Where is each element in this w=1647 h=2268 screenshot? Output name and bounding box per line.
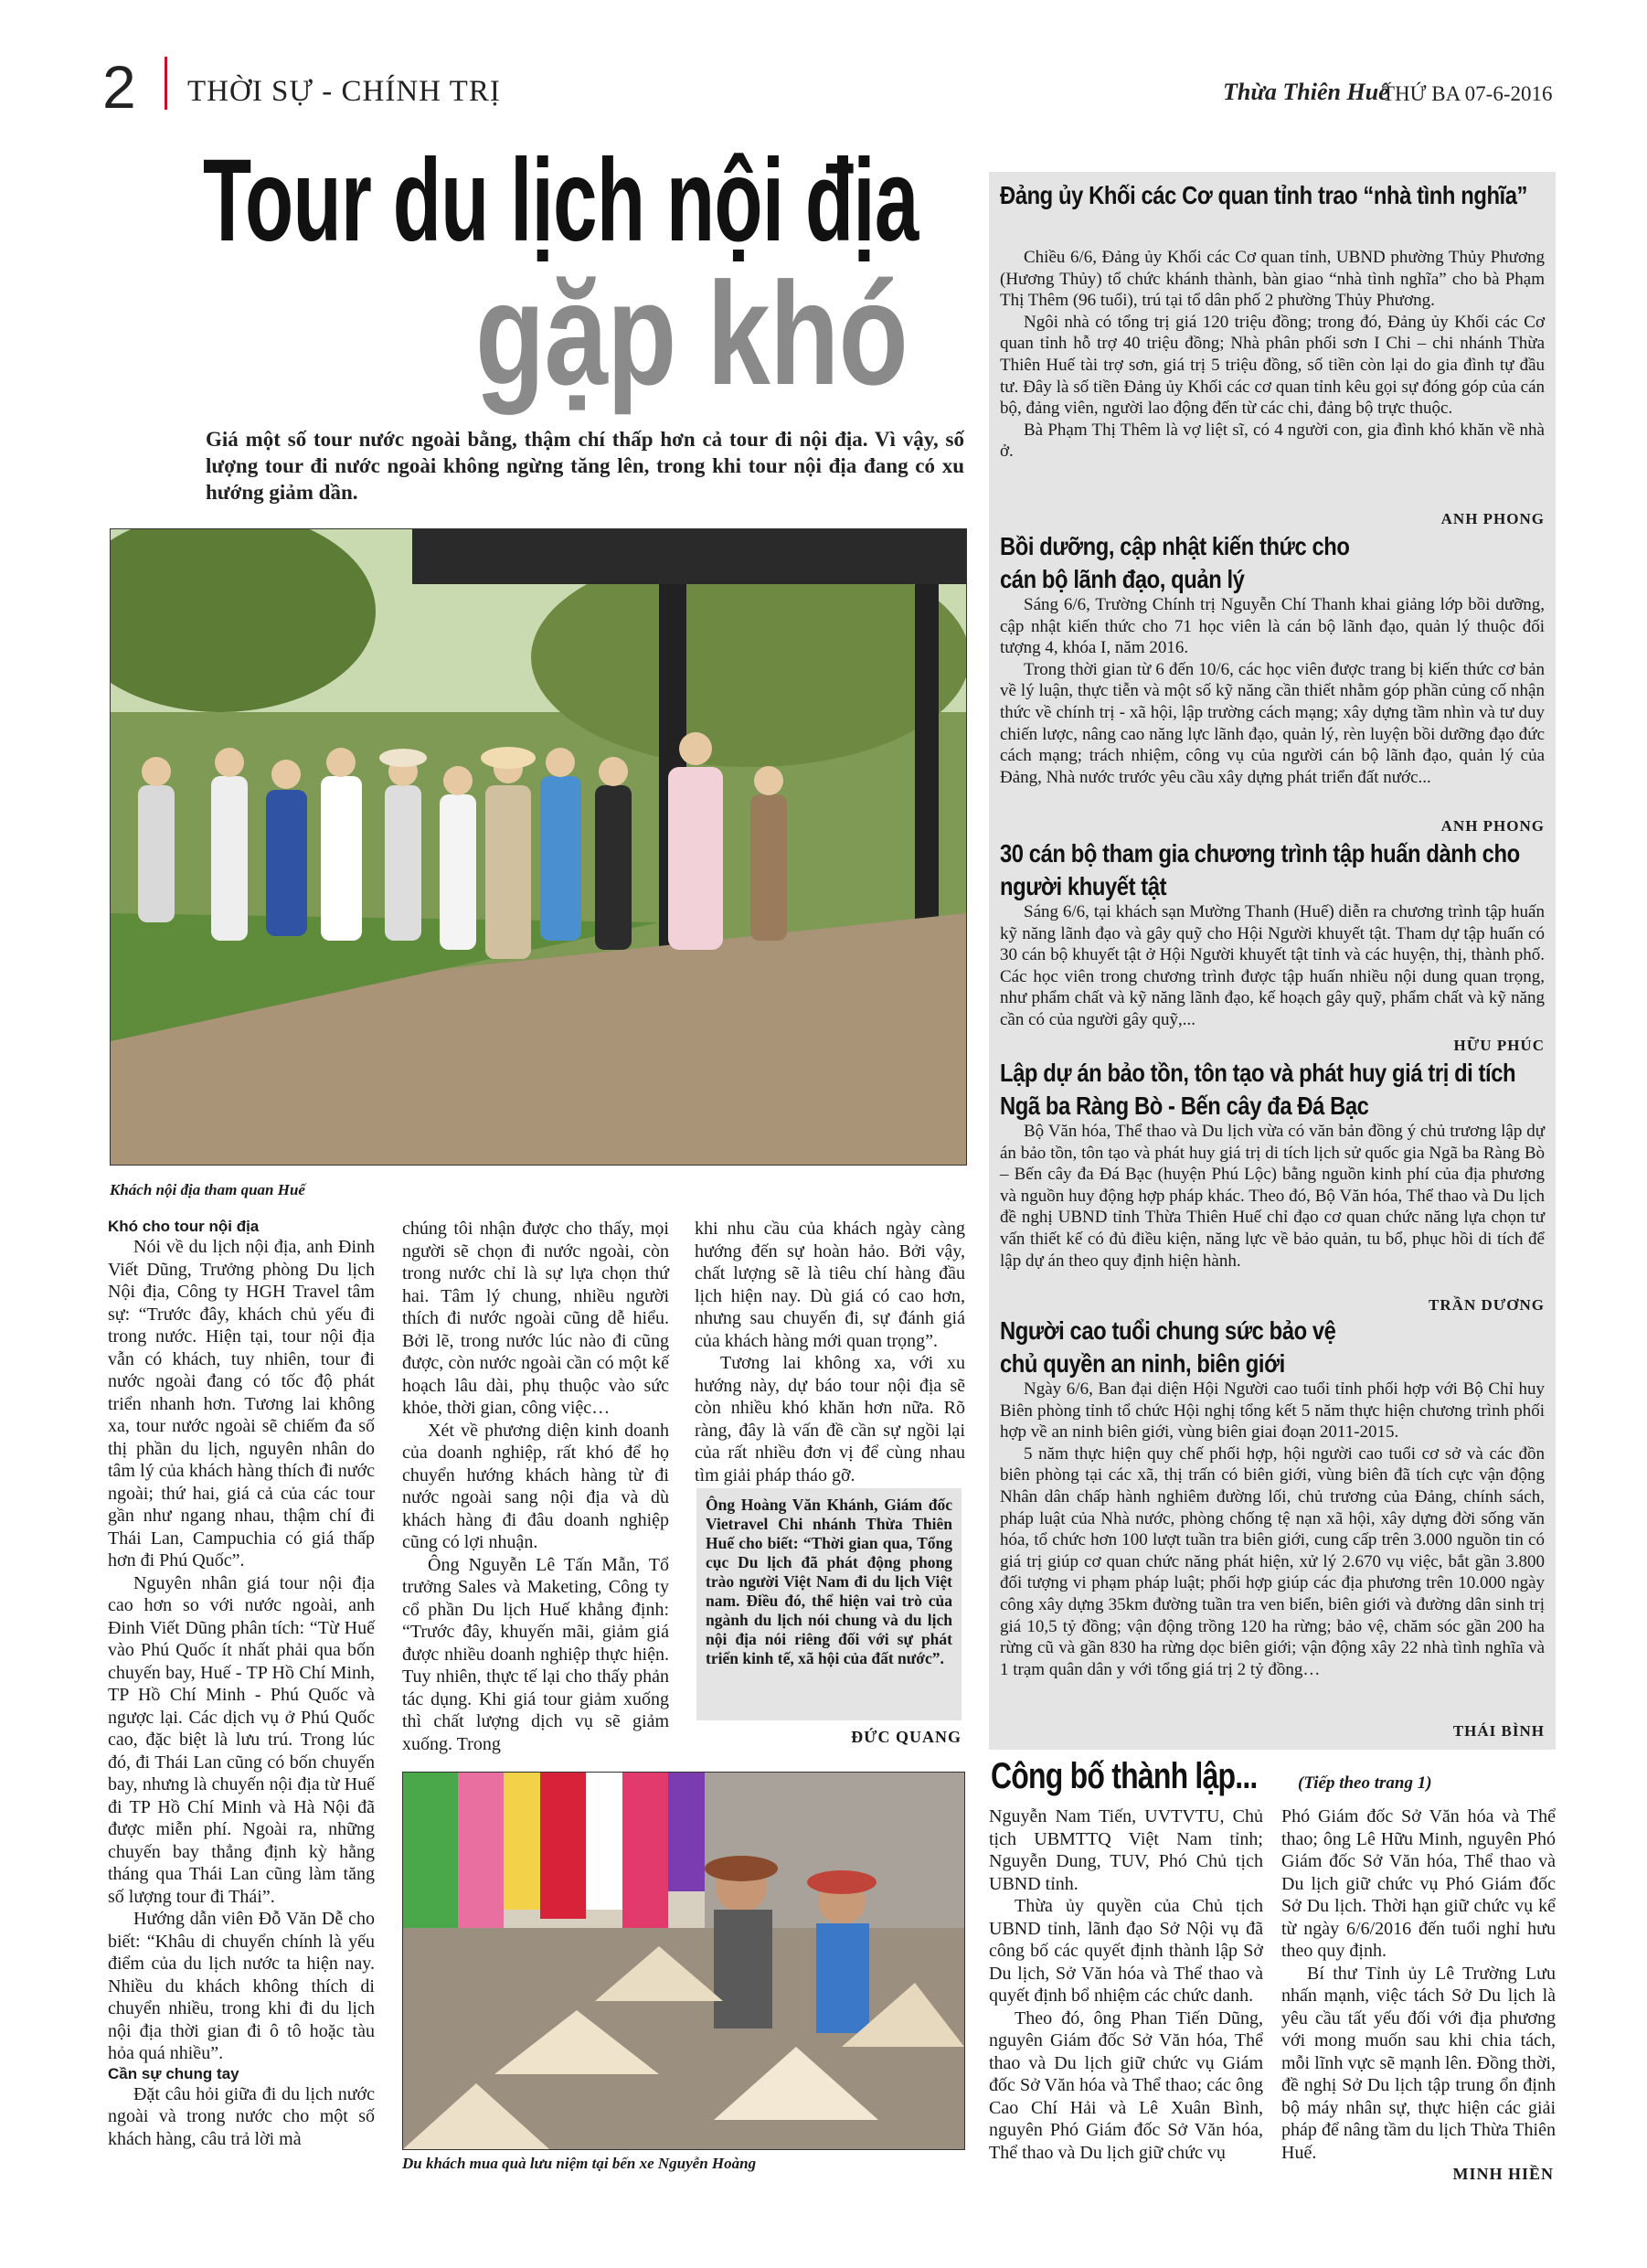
brief5-byline: THÁI BÌNH	[1452, 1722, 1545, 1740]
cont-col1-paragraph-3: Theo đó, ông Phan Tiến Dũng, nguyên Giám đốc Sở Văn hóa, Thể thao và Du lịch giữ chức vụ Giám đốc Sở Văn hóa và Thể thao; các ông Cao Chí Hải và Lê Xuân Bình, nguyên Phó Giám đốc Sở Văn hóa, Thể thao và Du lịch giữ chức vụ	[989, 2007, 1263, 2163]
subhead-kho-cho-tour: Khó cho tour nội địa	[108, 1218, 260, 1235]
brief3-byline: HỮU PHÚC	[1453, 1037, 1545, 1054]
article-column-1	[108, 1218, 375, 2150]
cont-col2-paragraph-2: Bí thư Tỉnh ủy Lê Trường Lưu nhấn mạnh, việc tách Sở Du lịch là yêu cầu tất yếu đối với địa phương với mong muốn sau khi chia tách, mỗi lĩnh vực sẽ mạnh lên. Đồng thời, đề nghị Sở Du lịch tập trung ổn định bộ máy nhân sự, thực hiện các giải pháp để nâng tầm du lịch Thừa Thiên Huế.	[1281, 1963, 1556, 2163]
issue-date: THỨ BA 07-6-2016	[1382, 82, 1553, 105]
brief5-title: Người cao tuổi chung sức bảo vệ chủ quyền an ninh, biên giới	[1000, 1316, 1336, 1378]
paper-name: Thừa Thiên Huế	[1223, 79, 1389, 105]
brief2-paragraph-2: Trong thời gian từ 6 đến 10/6, các học viên được trang bị kiến thức cơ bản về lý luận, thực tiễn và một số kỹ năng cần thiết nhằm góp phần củng cố nhận thức về chính trị - xã hội, lập trường cách mạng; xây dựng tầm nhìn và tư duy chiến lược, nâng cao năng lực lãnh đạo, quản lý, rèn luyện bồi dưỡng đạo đức cách mạng; trách nhiệm, công vụ của người cán bộ lãnh đạo, quản lý của Đảng, Nhà nước trước yêu cầu xây dựng phát triển đất nước...	[1000, 659, 1545, 787]
brief5-paragraph-1: Ngày 6/6, Ban đại diện Hội Người cao tuổi tỉnh phối hợp với Bộ Chỉ huy Biên phòng tỉnh tổ chức Hội nghị tổng kết 5 năm thực hiện chương trình phối hợp về an ninh biên giới, vùng biên giai đoạn 2011-2015.	[1000, 1379, 1545, 1443]
lead-paragraph: Giá một số tour nước ngoài bằng, thậm chí thấp hơn cả tour đi nội địa. Vì vậy, số lượng tour đi nước ngoài không ngừng tăng lên, trong khi tour nội địa đang có xu hướng giảm dần.	[206, 428, 964, 504]
header-divider	[165, 57, 167, 110]
col3-paragraph-1: khi nhu cầu của khách ngày càng hướng đến sự hoàn hảo. Bởi vậy, chất lượng sẽ là tiêu chí hàng đầu lịch hiện nay. Dù giá có cao hơn, nhưng sau chuyến đi, sự đánh giá của khách hàng mới quan trọng”.	[695, 1219, 965, 1351]
photo2-caption: Du khách mua quà lưu niệm tại bến xe Nguyễn Hoàng	[402, 2155, 757, 2172]
headline-line2: gặp khó	[475, 251, 908, 415]
brief3-paragraph-1: Sáng 6/6, tại khách sạn Mường Thanh (Huế) diễn ra chương trình tập huấn kỹ năng lãnh đạo và gây quỹ cho Hội Người khuyết tật. Tham dự tập huấn có 30 cán bộ khuyết tật ở Hội Người khuyết tật tỉnh và các huyện, thị, thành phố. Các học viên trong chương trình được tập huấn nhiều nội dung quan trọng, như phẩm chất và kỹ năng lãnh đạo, kế hoạch gây quỹ, phẩm chất và kỹ năng cần có của người gây quỹ,...	[1000, 902, 1545, 1029]
tourists-photo	[110, 528, 967, 1166]
headline-line1: Tour du lịch nội địa	[203, 135, 919, 266]
article-column-2	[402, 1218, 669, 1755]
article-column-3	[695, 1218, 965, 1486]
brief4-title: Lập dự án bảo tồn, tôn tạo và phát huy giá trị di tích Ngã ba Ràng Bò - Bến cây đa Đá Bạc	[1000, 1059, 1516, 1120]
continued-column-1	[989, 1805, 1263, 2164]
brief2-byline: ANH PHONG	[1440, 817, 1545, 835]
brief1-paragraph-3: Bà Phạm Thị Thêm là vợ liệt sĩ, có 4 người con, gia đình khó khăn về nhà ở.	[1000, 420, 1545, 462]
cont-col2-paragraph-1: Phó Giám đốc Sở Văn hóa và Thể thao; ông Lê Hữu Minh, nguyên Phó Giám đốc Sở Văn hóa, Thể thao và Du lịch giữ chức vụ Phó Giám đốc Sở Du lịch. Thời hạn giữ chức vụ kể từ ngày 6/6/2016 đến tuổi nghỉ hưu theo quy định.	[1281, 1806, 1556, 1961]
brief4-paragraph-1: Bộ Văn hóa, Thể thao và Du lịch vừa có văn bản đồng ý chủ trương lập dự án bảo tồn, tôn tạo và phát huy giá trị di tích lịch sử quốc gia Ngã ba Ràng Bò – Bến cây đa Đá Bạc (huyện Phú Lộc) bằng nguồn kinh phí của địa phương và nguồn huy động hợp pháp khác. Theo đó, Bộ Văn hóa, Thể thao và Du lịch đề nghị UBND tỉnh Thừa Thiên Huế chỉ đạo cơ quan chức năng lựa chọn tư vấn thiết kế có đủ điều kiện, năng lực về bảo quản, tu bổ, phục hồi di tích để lập dự án theo quy định hiện hành.	[1000, 1122, 1545, 1271]
quote-text: Ông Hoàng Văn Khánh, Giám đốc Vietravel Chi nhánh Thừa Thiên Huế cho biết: “Thời gian qua, Tổng cục Du lịch đã phát động phong trào người Việt Nam đi du lịch Việt nam. Điều đó, thể hiện vai trò của ngành du lịch nói chung và du lịch nội địa nói riêng đối với sự phát triển kinh tế, xã hội của đất nước”.	[706, 1496, 952, 1667]
col2-paragraph-2: Xét về phương diện kinh doanh của doanh nghiệp, rất khó để họ chuyển hướng khách hàng từ đi nước ngoài sang nội địa và dù khách hàng đi đâu doanh nghiệp cũng có lợi nhuận.	[402, 1420, 669, 1552]
section-title: THỜI SỰ - CHÍNH TRỊ	[187, 75, 501, 108]
col2-paragraph-3: Ông Nguyễn Lê Tấn Mẫn, Tổ trưởng Sales và Maketing, Công ty cổ phần Du lịch Huế khẳng định: “Trước đây, khuyến mãi, giảm giá được nhiều doanh nghiệp thực hiện. Tuy nhiên, thực tế lại cho thấy phản tác dụng. Khi giá tour giảm xuống thì chất lượng dịch vụ sẽ giảm xuống. Trong	[402, 1554, 669, 1754]
brief1-paragraph-1: Chiều 6/6, Đảng ủy Khối các Cơ quan tỉnh, UBND phường Thủy Phương (Hương Thủy) tổ chức khánh thành, bàn giao “nhà tình nghĩa” cho bà Phạm Thị Thêm (96 tuổi), trú tại tổ dân phố 2 phường Thủy Phương.	[1000, 248, 1545, 311]
brief3-title: 30 cán bộ tham gia chương trình tập huấn dành cho người khuyết tật	[1000, 839, 1520, 900]
souvenir-photo-illustration	[403, 1773, 964, 2149]
brief2-paragraph-1: Sáng 6/6, Trường Chính trị Nguyễn Chí Thanh khai giảng lớp bồi dưỡng, cập nhật kiến thức cho 71 học viên là cán bộ lãnh đạo, quản lý thuộc đối tượng 4, khóa I, năm 2016.	[1000, 595, 1545, 658]
souvenir-photo	[402, 1772, 965, 2150]
subhead-can-su-chung-tay: Cần sự chung tay	[108, 2064, 239, 2082]
col1-paragraph-4: Đặt câu hỏi giữa đi du lịch nước ngoài và trong nước cho một số khách hàng, câu trả lời mà	[108, 2083, 375, 2149]
news-briefs-sidebar	[989, 172, 1556, 1750]
continued-byline: MINH HIỀN	[1452, 2165, 1554, 2183]
continued-note: (Tiếp theo trang 1)	[1298, 1773, 1432, 1793]
cont-col1-paragraph-2: Thừa ủy quyền của Chủ tịch UBND tỉnh, lãnh đạo Sở Nội vụ đã công bố các quyết định thành lập Sở Du lịch, Sở Văn hóa và Thể thao và quyết định bổ nhiệm các chức danh.	[989, 1896, 1263, 2006]
col1-paragraph-3: Hướng dẫn viên Đỗ Văn Dễ cho biết: “Khâu di chuyển chính là yếu điểm của du lịch nước ta hiện nay. Nhiều du khách không thích di chuyển nhiều, trong khi đi du lịch nội địa thời gian đi ô tô hoặc tàu hỏa quá nhiều”.	[108, 1909, 375, 2063]
quote-box	[696, 1488, 962, 1720]
continued-column-2	[1281, 1805, 1556, 2164]
photo-caption: Khách nội địa tham quan Huế	[110, 1181, 305, 1198]
col1-paragraph-1: Nói về du lịch nội địa, anh Đinh Viết Dũng, Trưởng phòng Du lịch Nội địa, Công ty HGH Travel tâm sự: “Trước đây, khách chủ yếu đi trong nước. Hiện tại, tour nội địa vẫn có khách, tuy nhiên, tour đi nước ngoài đang có tốc độ phát triển nhanh hơn. Tương lai không xa, tour nước ngoài sẽ chiếm đa số thị phần du lịch, nguyên nhân do tâm lý của khách hàng thích đi nước ngoài; thứ hai, giá cả của các tour gần như ngang nhau, thậm chí đi Thái Lan, Campuchia có giá thấp hơn đi Phú Quốc”.	[108, 1237, 375, 1571]
tourists-photo-illustration	[111, 529, 966, 1165]
col1-paragraph-2: Nguyên nhân giá tour nội địa cao hơn so với nước ngoài, anh Đinh Viết Dũng phân tích: “Từ Huế vào Phú Quốc ít nhất phải qua bốn chuyến bay, Huế - TP Hồ Chí Minh, TP Hồ Chí Minh - Phú Quốc và ngược lại. Các dịch vụ ở Phú Quốc cao, đặc biệt là lưu trú. Trong lúc đó, đi Thái Lan cũng có bốn chuyến bay, nhưng là chuyến nội địa từ Huế đi TP Hồ Chí Minh và Hà Nội đã được miễn phí. Ngoài ra, những chuyến bay thẳng định kỳ hằng tháng qua Thái Lan cũng làm tăng số lượng tour đi Thái”.	[108, 1572, 375, 1907]
brief4-byline: TRẦN DƯƠNG	[1429, 1296, 1545, 1314]
brief1-title: Đảng ủy Khối các Cơ quan tỉnh trao “nhà tình nghĩa”	[1000, 181, 1528, 209]
col2-paragraph-1: chúng tôi nhận được cho thấy, mọi người sẽ chọn đi nước ngoài, còn trong nước chỉ là sự lựa chọn thứ hai. Tâm lý chung, nhiều người thích đi nước ngoài cũng dễ hiểu. Bởi lẽ, trong nước lúc nào đi cũng được, còn nước ngoài cần có một kế hoạch lâu dài, phụ thuộc vào sức khỏe, thời gian, công việc…	[402, 1219, 669, 1418]
page-number: 2	[102, 53, 136, 121]
brief1-paragraph-2: Ngôi nhà có tổng trị giá 120 triệu đồng; trong đó, Đảng ủy Khối các Cơ quan tỉnh hỗ trợ 40 triệu đồng; Nhà phân phối sơn I Chi – chi nhánh Thừa Thiên Huế tài trợ sơn, giá trị 5 triệu đồng, số tiền còn lại do gia đình tự đầu tư. Đây là số tiền Đảng ủy Khối các cơ quan tỉnh kêu gọi sự đóng góp của cán bộ, đảng viên, người lao động đến từ các chi, đảng bộ trực thuộc.	[1000, 312, 1545, 419]
col3-paragraph-2: Tương lai không xa, với xu hướng này, dự báo tour nội địa sẽ còn nhiều khó khăn hơn nữa. Rõ ràng, đây là vấn đề cần sự ngồi lại của rất nhiều đơn vị để cùng nhau tìm giải pháp tháo gỡ.	[695, 1353, 965, 1485]
brief1-byline: ANH PHONG	[1440, 510, 1545, 527]
brief2-title: Bồi dưỡng, cập nhật kiến thức cho cán bộ lãnh đạo, quản lý	[1000, 532, 1350, 593]
main-byline: ĐỨC QUANG	[851, 1728, 962, 1746]
brief5-paragraph-2: 5 năm thực hiện quy chế phối hợp, hội người cao tuổi cơ sở và các đồn biên phòng tại các xã, thị trấn có biên giới, vùng biên đã tích cực vận động Nhân dân chấp hành nghiêm đường lối, chủ trương của Đảng, chính sách, pháp luật của Nhà nước, phòng chống tệ nạn xã hội, xây dựng đời sống văn hóa, tổ chức hơn 100 lượt tuần tra biên giới, cung cấp trên 3.000 nguồn tin có giá trị giúp cơ quan chức năng phát hiện, xử lý 2.670 vụ việc, bắt gần 3.800 đối tượng vi phạm pháp luật; phối hợp giúp các địa phương trên 10.000 ngày công xây dựng 35km đường tuần tra ven biển, biên giới và đường dân sinh trị giá 10,5 tỷ đồng; vận động trồng 120 ha rừng; bảo vệ, chăm sóc gần 200 ha rừng cũ và gần 830 ha rừng dọc biên giới; vận động xây 22 nhà tình nghĩa và 1 trạm quân dân y với tổng giá trị 2 tỷ đồng…	[1000, 1443, 1545, 1679]
continued-title: Công bố thành lập...	[991, 1756, 1258, 1796]
cont-col1-paragraph-1: Nguyễn Nam Tiến, UVTVTU, Chủ tịch UBMTTQ Việt Nam tỉnh; Nguyễn Dung, TUV, Phó Chủ tịch UBND tỉnh.	[989, 1806, 1263, 1894]
